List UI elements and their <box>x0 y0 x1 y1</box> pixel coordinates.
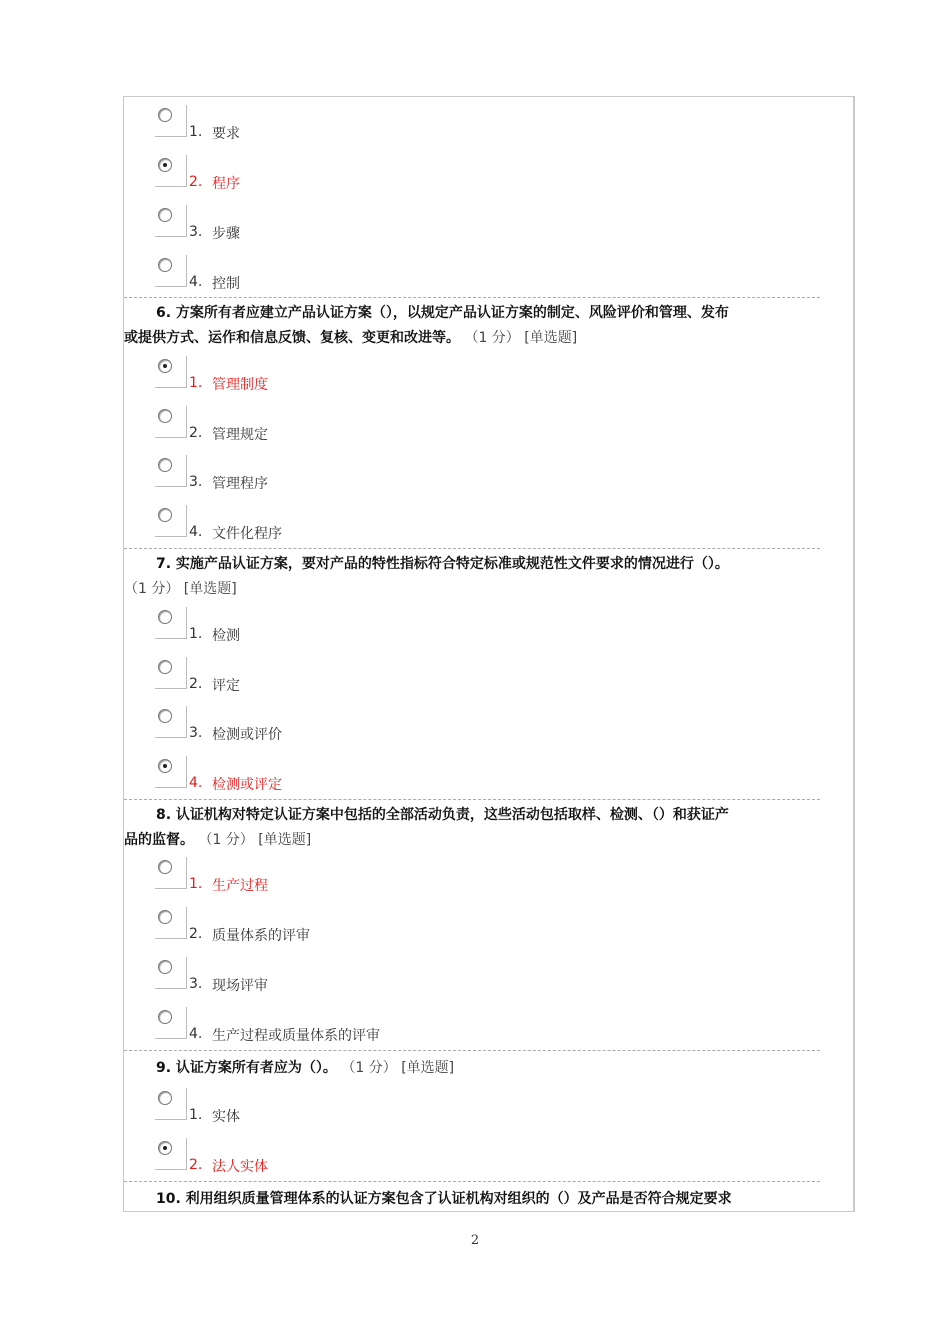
q7-option-3[interactable]: 3. 检测或评价 <box>155 706 555 740</box>
q5-option-1[interactable]: 1. 要求 <box>155 105 555 139</box>
radio-button[interactable] <box>155 205 187 237</box>
radio-button[interactable] <box>155 1007 187 1039</box>
radio-button-selected[interactable] <box>155 155 187 187</box>
q7-option-1[interactable]: 1. 检测 <box>155 607 555 641</box>
question-divider <box>124 548 820 549</box>
question-8: 8. 认证机构对特定认证方案中包括的全部活动负责，这些活动包括取样、检测、（）和获证产 品的监督。 （1 分） [单选题] <box>124 807 729 848</box>
q6-option-4[interactable]: 4. 文件化程序 <box>155 505 555 539</box>
radio-button[interactable] <box>155 1088 187 1120</box>
radio-button[interactable] <box>155 957 187 989</box>
question-7: 7. 实施产品认证方案，要对产品的特性指标符合特定标准或规范性文件要求的情况进行（）。 （1 分） [单选题] <box>124 556 729 597</box>
radio-button[interactable] <box>155 657 187 689</box>
radio-button[interactable] <box>155 406 187 438</box>
q8-option-4[interactable]: 4. 生产过程或质量体系的评审 <box>155 1007 555 1041</box>
q6-option-2[interactable]: 2. 管理规定 <box>155 406 555 440</box>
radio-button[interactable] <box>155 255 187 287</box>
q5-option-3[interactable]: 3. 步骤 <box>155 205 555 239</box>
q8-option-2[interactable]: 2. 质量体系的评审 <box>155 907 555 941</box>
question-6: 6. 方案所有者应建立产品认证方案（），以规定产品认证方案的制定、风险评价和管理、发布 或提供方式、运作和信息反馈、复核、变更和改进等。 （1 分） [单选题] <box>124 305 729 346</box>
question-divider <box>124 1050 820 1051</box>
question-divider <box>124 1181 820 1182</box>
q7-option-4[interactable]: 4. 检测或评定 <box>155 756 555 790</box>
radio-button[interactable] <box>155 857 187 889</box>
radio-button[interactable] <box>155 105 187 137</box>
radio-button[interactable] <box>155 907 187 939</box>
page-number: 2 <box>470 1233 480 1248</box>
radio-button[interactable] <box>155 607 187 639</box>
radio-button-selected[interactable] <box>155 756 187 788</box>
question-10: 10. 利用组织质量管理体系的认证方案包含了认证机构对组织的（）及产品是否符合规定要求 <box>156 1191 732 1207</box>
radio-button[interactable] <box>155 455 187 487</box>
q7-option-2[interactable]: 2. 评定 <box>155 657 555 691</box>
radio-button[interactable] <box>155 706 187 738</box>
question-divider <box>124 799 820 800</box>
q6-option-3[interactable]: 3. 管理程序 <box>155 455 555 489</box>
radio-button-selected[interactable] <box>155 1138 187 1170</box>
q5-option-4[interactable]: 4. 控制 <box>155 255 555 289</box>
q9-option-2[interactable]: 2. 法人实体 <box>155 1138 555 1172</box>
q8-option-1[interactable]: 1. 生产过程 <box>155 857 555 891</box>
q9-option-1[interactable]: 1. 实体 <box>155 1088 555 1122</box>
quiz-frame <box>123 96 855 1212</box>
question-9: 9. 认证方案所有者应为（）。 （1 分） [单选题] <box>156 1060 455 1076</box>
q8-option-3[interactable]: 3. 现场评审 <box>155 957 555 991</box>
question-divider <box>124 297 820 298</box>
radio-button-selected[interactable] <box>155 356 187 388</box>
radio-button[interactable] <box>155 505 187 537</box>
q5-option-2[interactable]: 2. 程序 <box>155 155 555 189</box>
q6-option-1[interactable]: 1. 管理制度 <box>155 356 555 390</box>
